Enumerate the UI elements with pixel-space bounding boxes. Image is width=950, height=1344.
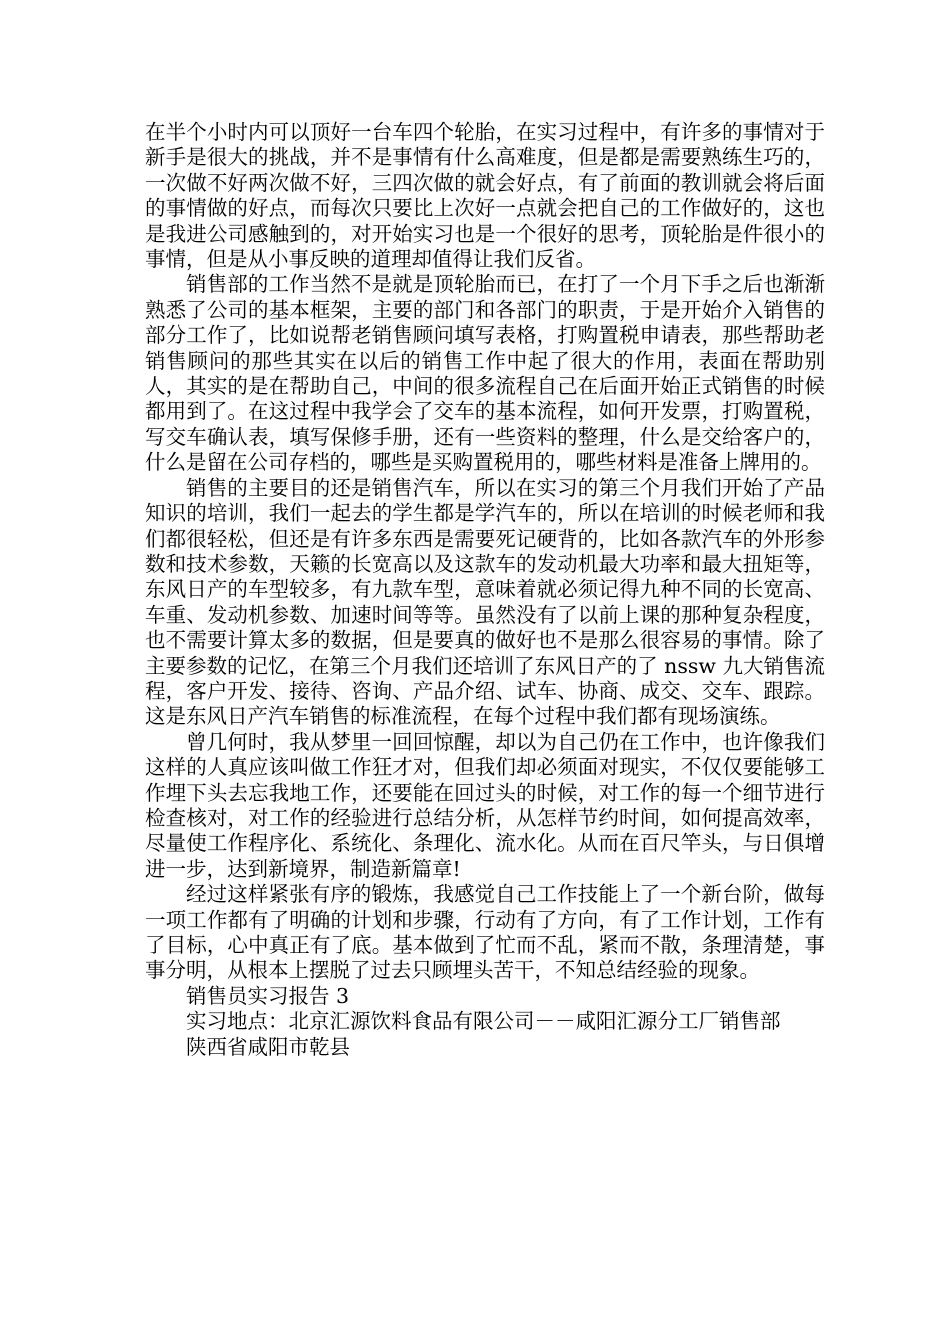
paragraph-summary: 经过这样紧张有序的锻炼，我感觉自己工作技能上了一个新台阶，做每一项工作都有了明确的计划和步骤，行动有了方向，有了工作计划，工作有了目标，心中真正有了底。基本做到了忙而不乱，紧而不散，条理清楚，事事分明，从根本上摆脱了过去只顾埋头苦干，不知总结经验的现象。 — [145, 882, 825, 983]
paragraph-reflection: 曾几何时，我从梦里一回回惊醒，却以为自己仍在工作中，也许像我们这样的人真应该叫做工作狂才对，但我们却必须面对现实，不仅仅要能够工作埋下头去忘我地工作，还要能在回过头的时候，对工作的每一个细节进行检查核对，对工作的经验进行总结分析，从怎样节约时间，如何提高效率，尽量使工作程序化、系统化、条理化、流水化。从而在百尺竿头，与日俱增进一步，达到新境界，制造新篇章! — [145, 729, 825, 881]
document-body — [145, 120, 825, 1060]
paragraph-tire-practice: 在半个小时内可以顶好一台车四个轮胎，在实习过程中，有许多的事情对于新手是很大的挑战，并不是事情有什么高难度，但是都是需要熟练生巧的，一次做不好两次做不好，三四次做的就会好点，有了前面的教训就会将后面的事情做的好点，而每次只要比上次好一点就会把自己的工作做好的，这也是我进公司感触到的，对开始实习也是一个很好的思考，顶轮胎是件很小的事情，但是从小事反映的道理却值得让我们反省。 — [145, 120, 825, 272]
location-address: 陕西省咸阳市乾县 — [186, 1034, 350, 1059]
internship-location: 实习地点：北京汇源饮料食品有限公司－－咸阳汇源分工厂销售部 — [186, 1009, 781, 1034]
paragraph-product-training: 销售的主要目的还是销售汽车，所以在实习的第三个月我们开始了产品知识的培训，我们一起去的学生都是学汽车的，所以在培训的时候老师和我们都很轻松，但还是有许多东西是需要死记硬背的，比如各款汽车的外形参数和技术参数，天籁的长宽高以及这款车的发动机最大功率和最大扭矩等，东风日产的车型较多，有九款车型，意味着就必须记得九种不同的长宽高、车重、发动机参数、加速时间等等。虽然没有了以前上课的那种复杂程度，也不需要计算太多的数据，但是要真的做好也不是那么很容易的事情。除了主要参数的记忆，在第三个月我们还培训了东风日产的了 nssw 九大销售流程，客户开发、接待、咨询、产品介绍、试车、协商、成交、交车、跟踪。这是东风日产汽车销售的标准流程，在每个过程中我们都有现场演练。 — [145, 475, 825, 729]
paragraph-sales-department: 销售部的工作当然不是就是顶轮胎而已，在打了一个月下手之后也渐渐熟悉了公司的基本框架，主要的部门和各部门的职责，于是开始介入销售的部分工作了，比如说帮老销售顾问填写表格，打购置税申请表，那些帮助老销售顾问的那些其实在以后的销售工作中起了很大的作用，表面在帮助别人，其实的是在帮助自己，中间的很多流程自己在后面开始正式销售的时候都用到了。在这过程中我学会了交车的基本流程，如何开发票，打购置税，写交车确认表，填写保修手册，还有一些资料的整理，什么是交给客户的，什么是留在公司存档的，哪些是买购置税用的，哪些材料是准备上牌用的。 — [145, 272, 825, 475]
report-heading: 销售员实习报告 3 — [186, 983, 350, 1008]
